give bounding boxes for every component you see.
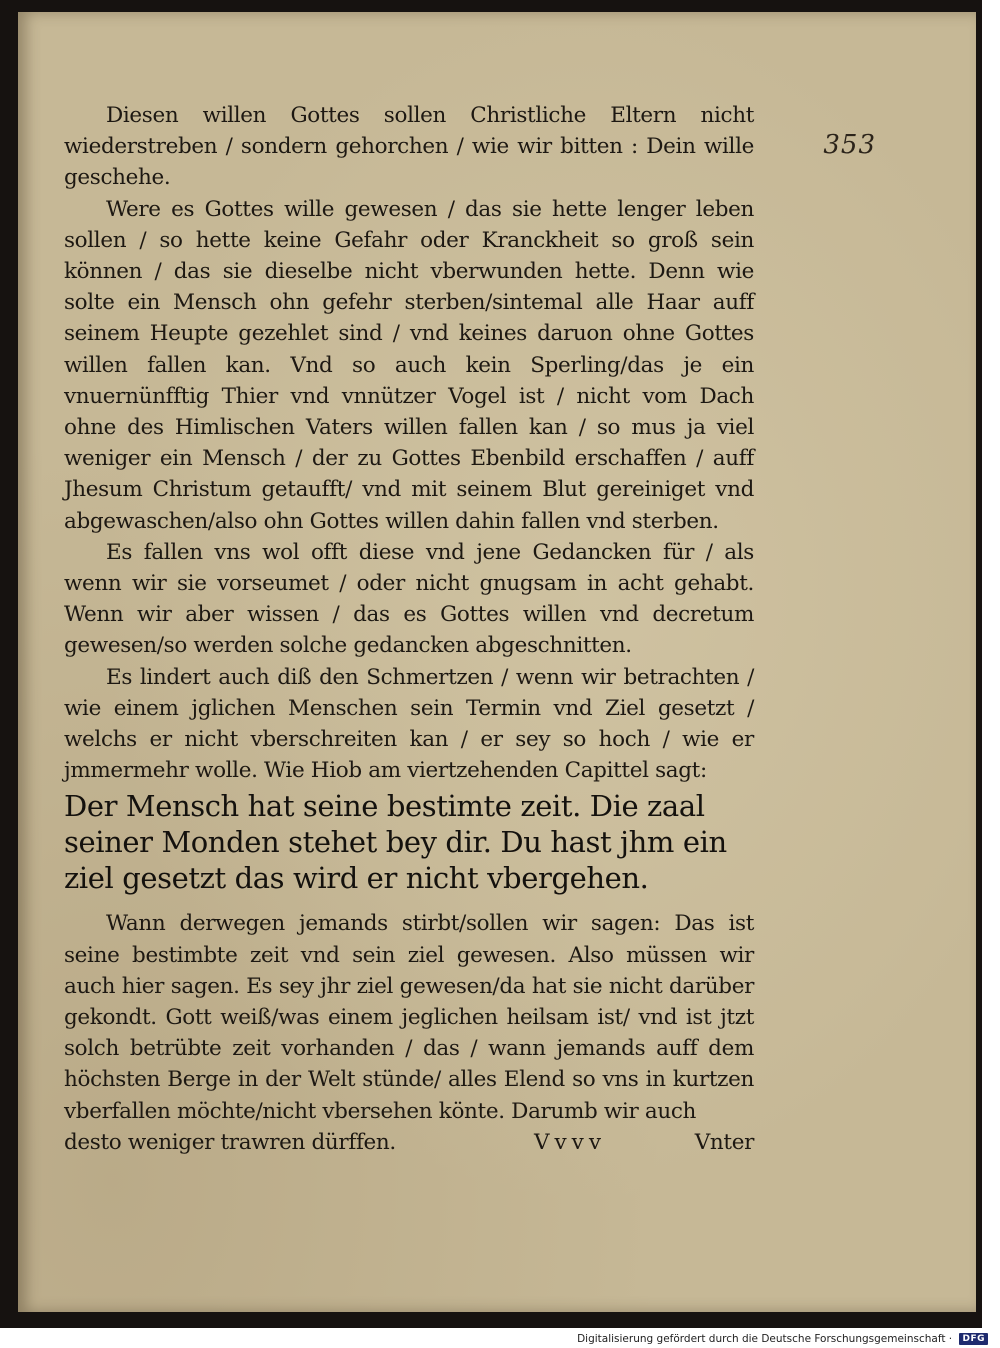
page-text: [64, 100, 754, 1158]
paragraph-2: Were es Gottes wille gewesen / das sie hette lenger leben sollen / so hette keine Gefahr oder Kranckheit so groß sein können / das sie dieselbe nicht vberwunden hette. Denn wie solte ein Mensch ohn gefehr sterben/sintemal alle Haar auff seinem Heupte gezehlet sind / vnd keines daruon ohne Gottes willen fallen kan. Vnd so auch kein Sperling/das je ein vnuernünfftig Thier vnd vnnützer Vogel ist / nicht vom Dach ohne des Himlischen Vaters willen fallen kan / so mus ja viel weniger ein Mensch / der zu Gottes Ebenbild erschaffen / auff Jhesum Christum getaufft/ vnd mit seinem Blut gereiniget vnd abgewaschen/also ohn Gottes willen dahin fallen vnd sterben.: [64, 196, 754, 534]
paragraph-4: Es lindert auch diß den Schmertzen / wenn wir betrachten / wie einem jglichen Menschen sein Termin vnd Ziel gesetzt / welchs er nicht vberschreiten kan / er sey so hoch / wie er jmmermehr wolle. Wie Hiob am viertzehenden Capittel sagt:: [64, 664, 754, 784]
paragraph-5: Wann derwegen jemands stirbt/sollen wir sagen: Das ist seine bestimbte zeit vnd sein ziel gewesen. Also müssen wir auch hier sagen. Es sey jhr ziel gewesen/da hat sie nicht darüber gekondt. Gott weiß/was einem jeglichen heilsam ist/ vnd ist jtzt solch betrübte zeit vorhanden / das / wann jemands auff dem höchsten Berge in der Welt stünde/ alles Elend so vns in kurtzen vberfallen möchte/nicht vbersehen könte. Darumb wir auch: [64, 911, 754, 1124]
dfg-logo: DFG: [959, 1333, 988, 1345]
last-line: [64, 1127, 754, 1158]
digitization-credit: Digitalisierung gefördert durch die Deutsche Forschungsgemeinschaft · DFG: [577, 1333, 988, 1345]
last-line-text: desto weniger trawren dürffen.: [64, 1129, 396, 1155]
paragraph-3: Es fallen vns wol offt diese vnd jene Gedancken für / als wenn wir sie vorseumet / oder nicht gnugsam in acht gehabt. Wenn wir aber wissen / das es Gottes willen vnd decretum gewesen/so werden solche gedancken abgeschnitten.: [64, 539, 754, 659]
credit-text: Digitalisierung gefördert durch die Deutsche Forschungsgemeinschaft: [577, 1333, 946, 1345]
scripture-quote: Der Mensch hat seine bestimte zeit. Die zaal seiner Monden stehet bey dir. Du hast jhm ein ziel gesetzt das wird er nicht vbergehen.: [64, 789, 727, 896]
book-page: [18, 12, 976, 1312]
signature-mark: Vvvv: [534, 1129, 606, 1155]
page-number: 353: [823, 130, 876, 160]
paragraph-1: Diesen willen Gottes sollen Christliche Eltern nicht wiederstreben / sondern gehorchen / wie wir bitten : Dein wille geschehe.: [64, 103, 754, 191]
catchword: Vnter: [694, 1129, 754, 1155]
